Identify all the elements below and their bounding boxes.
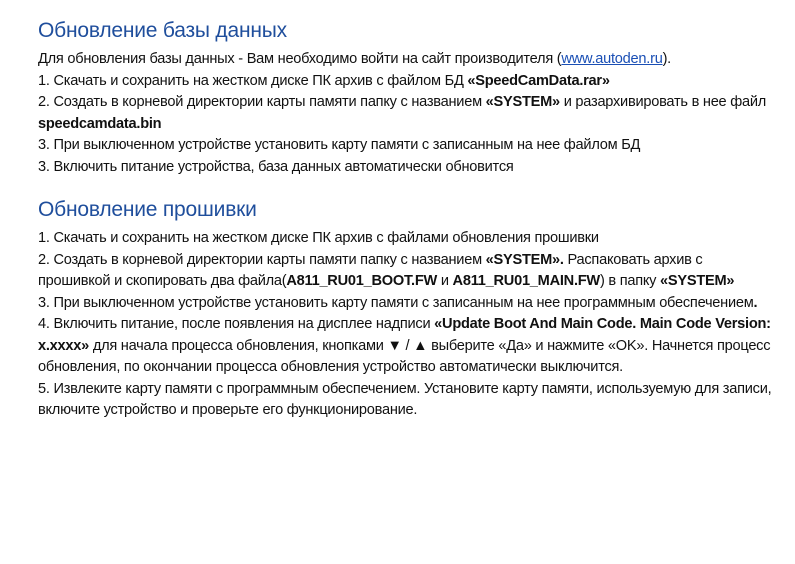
main-file-name: A811_RU01_MAIN.FW: [452, 273, 600, 289]
firmware-system-folder: «SYSTEM».: [485, 251, 564, 268]
database-intro-end: ).: [662, 51, 671, 67]
firmware-step-3: [38, 293, 778, 315]
database-step-4: 3. Включить питание устройства, база данных автоматически обновится: [38, 158, 514, 175]
database-step-2-text-b: и разархивировать в нее файл: [559, 94, 767, 110]
firmware-update-title: Обновление прошивки: [38, 198, 257, 221]
firmware-step-2-and: и: [437, 273, 453, 289]
firmware-step-4-text-b: для начала процесса обновления, кнопками ▼ / ▲ выберите «Да» и нажмите «OK». Начнется процесс обновления, по окончании процесса обновления устройство автоматически выключится.: [38, 337, 771, 375]
database-file-name: speedcamdata.bin: [38, 115, 162, 132]
database-step-1: [38, 71, 778, 93]
firmware-step-1: 1. Скачать и сохранить на жестком диске ПК архив с файлами обновления прошивки: [38, 230, 599, 246]
system-folder-name: «SYSTEM»: [485, 94, 560, 110]
database-intro-text: Для обновления базы данных - Вам необходимо войти на сайт производителя (: [38, 51, 562, 67]
database-step-3: 3. При выключенном устройстве установить карту памяти с записанным на нее файлом БД: [38, 137, 641, 153]
firmware-step-2-text-b: Распаковать архив с прошивкой и скопировать два файла(: [38, 251, 703, 289]
database-archive-name: «SpeedCamData.rar»: [467, 72, 610, 89]
firmware-step-4: [38, 314, 778, 379]
device-message: «Update Boot And Main Code. Main Code Version: x.xxxx»: [38, 316, 771, 354]
database-intro: [38, 49, 778, 71]
document-page: [38, 18, 778, 422]
firmware-step-2-text-c: ) в папку: [599, 273, 661, 289]
database-step-2: [38, 92, 778, 135]
firmware-step-5: 5. Извлеките карту памяти с программным обеспечением. Установите карту памяти, используемую для записи, включите устройство и проверьте его функционирование.: [38, 380, 772, 418]
firmware-step-2-text: 2. Создать в корневой директории карты памяти папку с названием: [38, 251, 486, 268]
firmware-step-2: [38, 250, 778, 293]
database-step-2-text: 2. Создать в корневой директории карты памяти папку с названием: [38, 94, 486, 110]
firmware-step-4-text: 4. Включить питание, после появления на дисплее надписи: [38, 316, 435, 332]
database-step-1-text: 1. Скачать и сохранить на жестком диске ПК архив с файлом БД: [38, 72, 468, 89]
firmware-step-3-dot: .: [753, 294, 758, 311]
manufacturer-site-link[interactable]: www.autoden.ru: [561, 51, 663, 67]
firmware-update-section: [38, 197, 778, 422]
database-update-section: [38, 18, 778, 178]
database-update-title: Обновление базы данных: [38, 19, 287, 42]
firmware-system-folder-2: «SYSTEM»: [660, 273, 735, 289]
firmware-step-3-text: 3. При выключенном устройстве установить карту памяти с записанным на нее программным обеспечением: [38, 294, 754, 311]
boot-file-name: A811_RU01_BOOT.FW: [286, 273, 438, 289]
